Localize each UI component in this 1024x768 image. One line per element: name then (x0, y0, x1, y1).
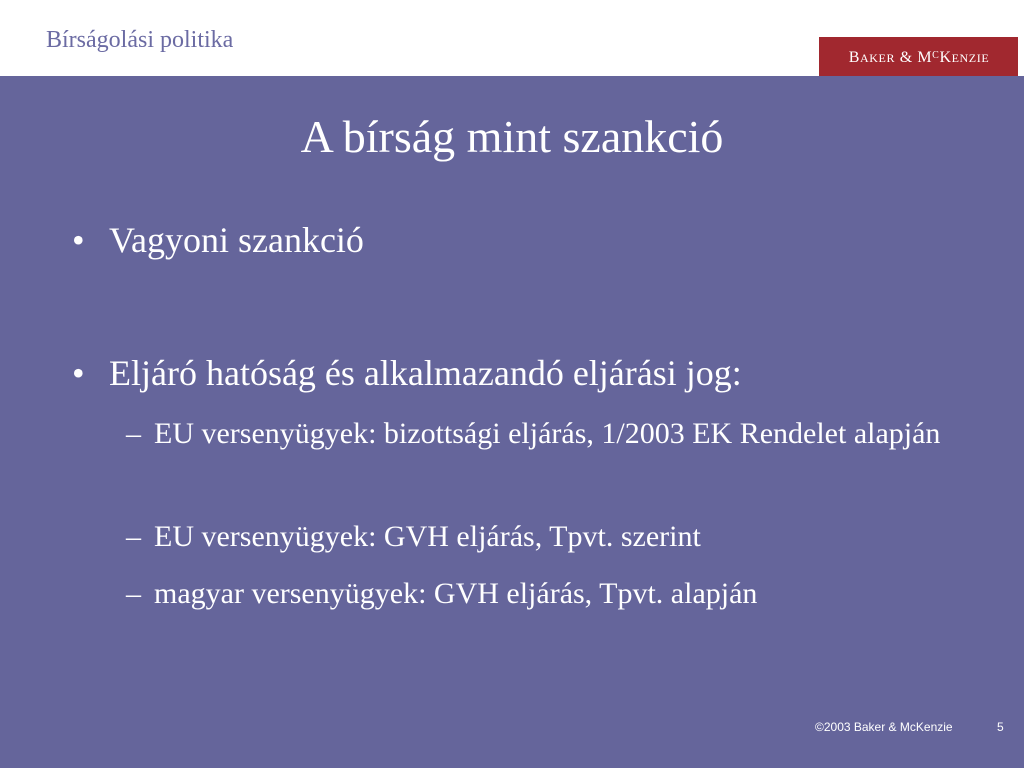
bullet-text: Vagyoni szankció (109, 220, 364, 260)
company-logo (819, 37, 1018, 77)
bullet-marker: • (72, 353, 85, 393)
sub-bullet-text: magyar versenyügyek: GVH eljárás, Tpvt. alapján (154, 577, 758, 610)
svg-text:BAKER & MCKENZIE: BAKER & $M^CKENZIE$ (848, 49, 989, 66)
slide-header (0, 0, 1024, 76)
slide-body (0, 76, 1024, 768)
logo-wordmark (824, 47, 1014, 67)
bullet-marker: • (72, 220, 85, 260)
sub-bullet-marker: – (126, 577, 141, 610)
sub-bullet-text: EU versenyügyek: bizottsági eljárás, 1/2003 EK Rendelet alapján (154, 417, 941, 450)
header-title: Bírságolási politika (46, 27, 234, 53)
slide-title: A bírság mint szankció (300, 111, 724, 162)
bullet-list (0, 76, 1024, 768)
sub-bullet-marker: – (126, 520, 141, 553)
bullet-text: Eljáró hatóság és alkalmazandó eljárási jog: (109, 353, 742, 393)
sub-bullet-text: EU versenyügyek: GVH eljárás, Tpvt. szerint (154, 520, 701, 553)
footer-copyright: ©2003 Baker & McKenzie (815, 720, 953, 734)
sub-bullet-marker: – (126, 417, 141, 450)
page-number: 5 (997, 720, 1004, 734)
